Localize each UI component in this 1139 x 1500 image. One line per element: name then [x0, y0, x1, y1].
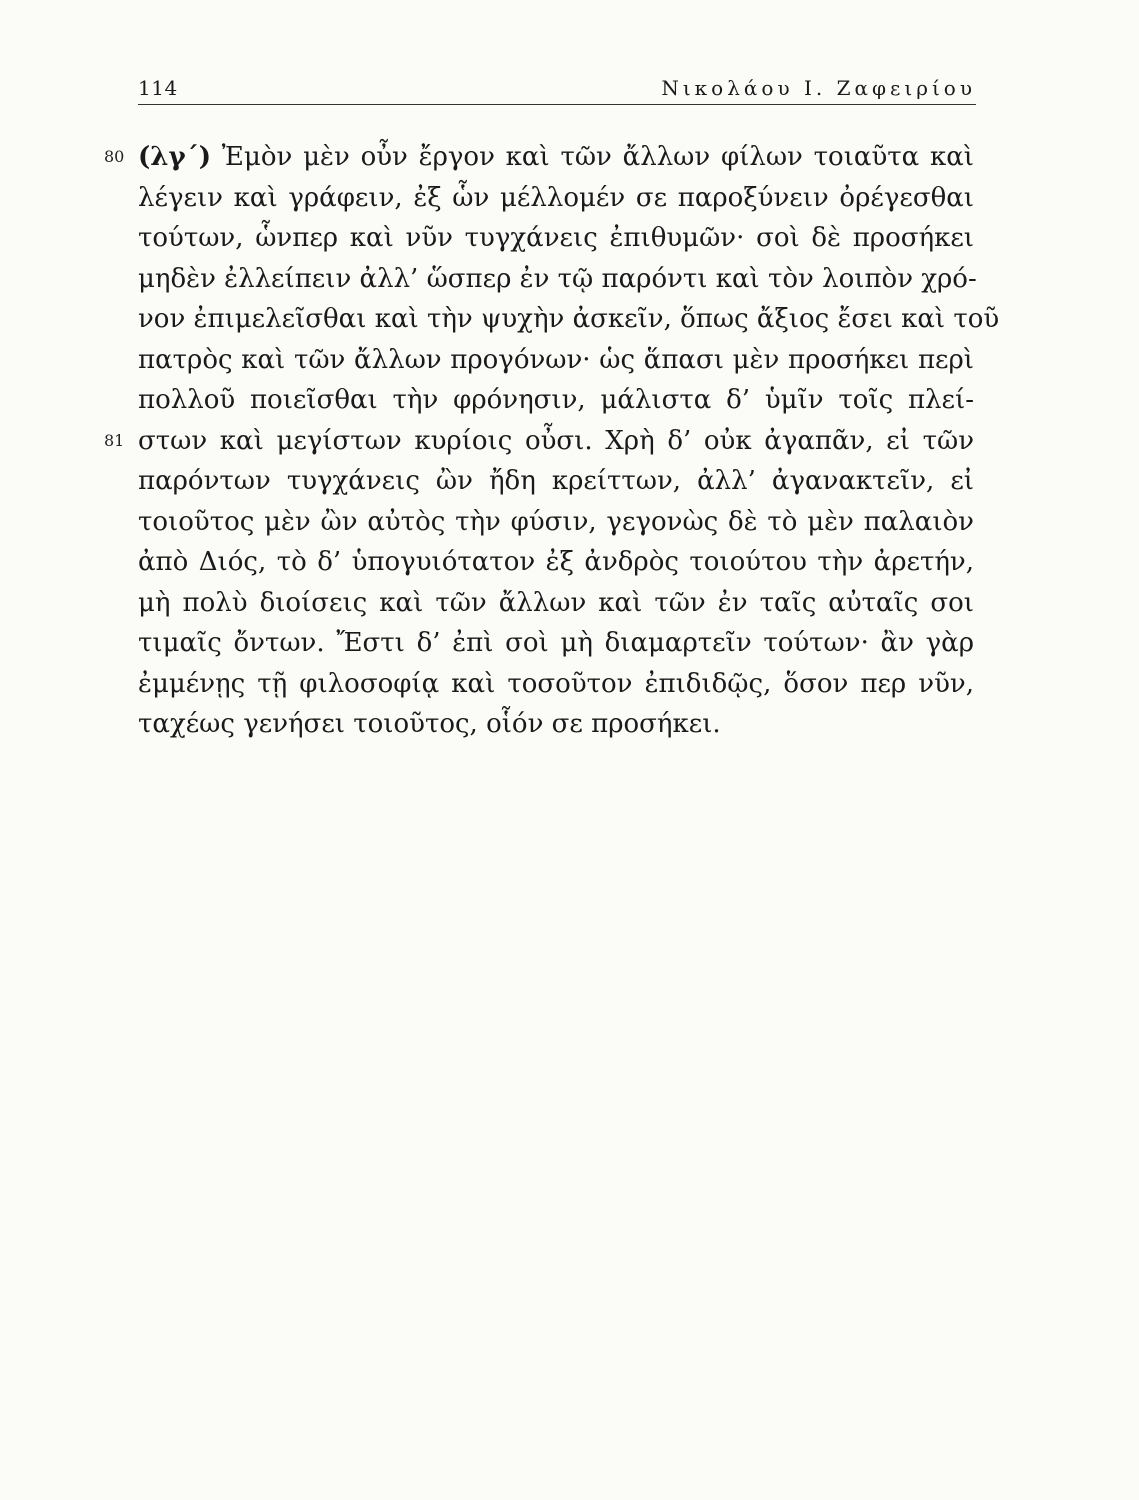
header-rule — [138, 104, 976, 105]
text-line: τιμαῖς ὄντων. Ἔστι δ’ ἐπὶ σοὶ μὴ διαμαρτεῖν τούτων· ἂν γὰρ — [138, 628, 974, 658]
text-line: ἀπὸ Διός, τὸ δ’ ὑπογυιότατον ἐξ ἀνδρὸς τοιούτου τὴν ἀρετήν, — [138, 547, 974, 577]
text-line: λέγειν καὶ γράφειν, ἐξ ὧν μέλλομέν σε παροξύνειν ὀρέγεσθαι — [138, 182, 974, 213]
margin-line-number: 81 — [104, 431, 125, 450]
text-line: ἐμμένῃς τῇ φιλοσοφίᾳ καὶ τοσοῦτον ἐπιδιδῷς, ὅσον περ νῦν, — [138, 668, 974, 699]
text-line: μὴ πολὺ διοίσεις καὶ τῶν ἄλλων καὶ τῶν ἐν ταῖς αὐταῖς σοι — [138, 587, 974, 618]
page-header — [138, 74, 976, 104]
text-line: στων καὶ μεγίστων κυρίοις οὖσι. Χρὴ δ’ οὐκ ἀγαπᾶν, εἰ τῶν — [138, 425, 974, 456]
text-line: τοιοῦτος μὲν ὢν αὐτὸς τὴν φύσιν, γεγονὼς δὲ τὸ μὲν παλαιὸν — [138, 506, 974, 537]
text-line: τούτων, ὧνπερ καὶ νῦν τυγχάνεις ἐπιθυμῶν· σοὶ δὲ προσήκει — [138, 223, 974, 253]
text-line: παρόντων τυγχάνεις ὢν ἤδη κρείττων, ἀλλ’ ἀγανακτεῖν, εἰ — [138, 466, 974, 496]
page-number: 114 — [138, 76, 178, 100]
section-reference: (λγ΄) — [138, 142, 211, 172]
running-head: Νικολάου Ι. Ζαφειρίου — [661, 76, 976, 100]
text-line-content: Ἐμὸν μὲν οὖν ἔργον καὶ τῶν ἄλλων φίλων τοιαῦτα καὶ — [211, 142, 974, 172]
text-line: πολλοῦ ποιεῖσθαι τὴν φρόνησιν, μάλιστα δ’ ὑμῖν τοῖς πλεί- — [138, 385, 974, 415]
margin-line-number: 80 — [104, 147, 125, 166]
text-line: νον ἐπιμελεῖσθαι καὶ τὴν ψυχὴν ἀσκεῖν, ὅπως ἄξιος ἔσει καὶ τοῦ — [138, 304, 1000, 334]
text-line — [138, 137, 974, 177]
text-line: ταχέως γενήσει τοιοῦτος, οἷόν σε προσήκει. — [138, 709, 721, 739]
text-line: μηδὲν ἐλλείπειν ἀλλ’ ὥσπερ ἐν τῷ παρόντι καὶ τὸν λοιπὸν χρό- — [138, 263, 977, 294]
text-line: πατρὸς καὶ τῶν ἄλλων προγόνων· ὡς ἅπασι μὲν προσήκει περὶ — [138, 344, 974, 375]
